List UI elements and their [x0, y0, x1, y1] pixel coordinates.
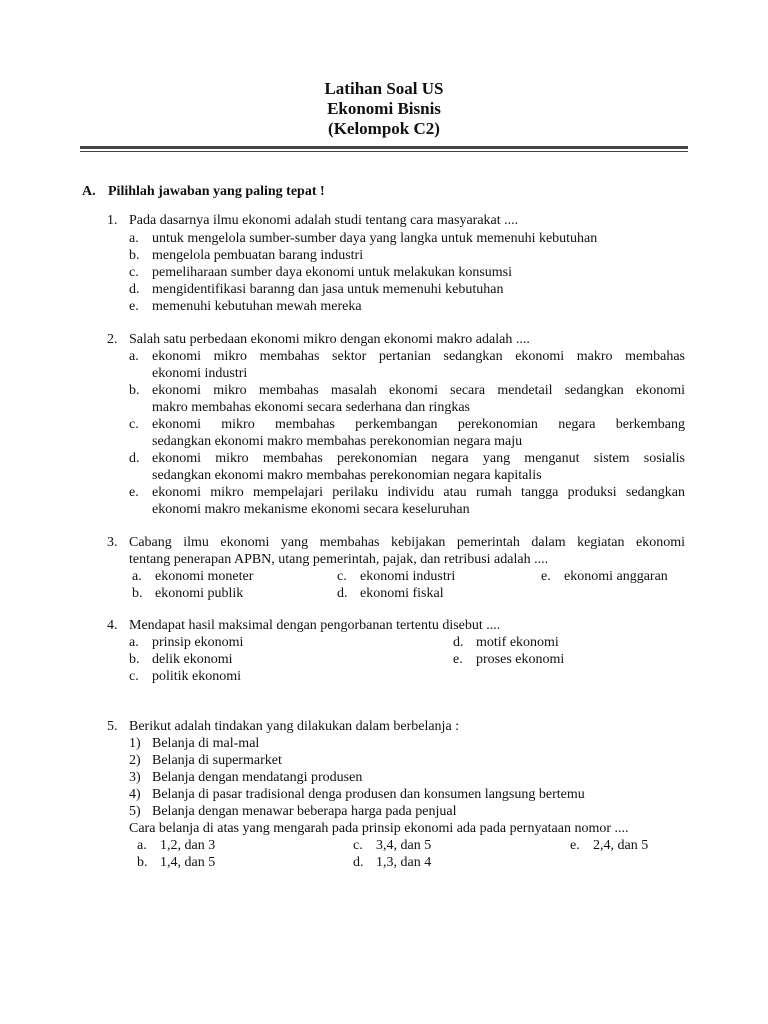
list-item-number: 5): [129, 804, 141, 819]
option-letter: a.: [132, 569, 142, 584]
question-number: 2.: [107, 332, 118, 347]
option-letter: c.: [353, 838, 363, 853]
option-text: ekonomi mikro mempelajari perilaku individu atau rumah tangga produksi sedangkan: [152, 485, 685, 500]
option-text-continued: sedangkan ekonomi makro membahas perekonomian negara kapitalis: [152, 468, 542, 483]
title-line-1: Latihan Soal US: [324, 79, 444, 98]
question-text: Pada dasarnya ilmu ekonomi adalah studi tentang cara masyarakat ....: [129, 213, 519, 228]
option-letter: d.: [129, 282, 140, 297]
option-text-continued: makro membahas ekonomi secara sederhana dan ringkas: [152, 400, 470, 415]
option-text-continued: ekonomi makro mekanisme ekonomi secara keseluruhan: [152, 502, 470, 517]
option-text: ekonomi anggaran: [564, 569, 668, 584]
option-letter: b.: [137, 855, 148, 870]
option-text: 3,4, dan 5: [376, 838, 432, 853]
option-letter: c.: [129, 417, 139, 432]
option-text: ekonomi mikro membahas perkembangan perekonomian negara berkembang: [152, 417, 685, 432]
list-item-number: 1): [129, 736, 141, 751]
option-text: ekonomi moneter: [155, 569, 254, 584]
list-item-text: Belanja di pasar tradisional denga produsen dan konsumen langsung bertemu: [152, 787, 585, 802]
option-text: prinsip ekonomi: [152, 635, 244, 650]
option-letter: e.: [453, 652, 463, 667]
question-prompt: Cara belanja di atas yang mengarah pada prinsip ekonomi ada pada pernyataan nomor ....: [129, 821, 629, 836]
option-text: 2,4, dan 5: [593, 838, 649, 853]
option-text: ekonomi mikro membahas masalah ekonomi secara mendetail sedangkan ekonomi: [152, 383, 685, 398]
option-letter: a.: [137, 838, 147, 853]
question-text: Berikut adalah tindakan yang dilakukan dalam berbelanja :: [129, 719, 460, 734]
question-text: Cabang ilmu ekonomi yang membahas kebijakan pemerintah dalam kegiatan ekonomi: [129, 535, 685, 550]
option-letter: e.: [129, 485, 139, 500]
list-item-text: Belanja dengan menawar beberapa harga pada penjual: [152, 804, 457, 819]
option-letter: c.: [129, 669, 139, 684]
option-letter: a.: [129, 349, 139, 364]
question-number: 5.: [107, 719, 118, 734]
list-item-number: 4): [129, 787, 141, 802]
option-text: 1,2, dan 3: [160, 838, 216, 853]
option-text: ekonomi mikro membahas perekonomian negara yang menganut sistem sosialis: [152, 451, 685, 466]
list-item-text: Belanja di supermarket: [152, 753, 282, 768]
option-text: 1,3, dan 4: [376, 855, 432, 870]
title-line-3: (Kelompok C2): [328, 119, 440, 138]
option-letter: a.: [129, 231, 139, 246]
option-text: ekonomi industri: [360, 569, 456, 584]
question-number: 4.: [107, 618, 118, 633]
question-number: 1.: [107, 213, 118, 228]
option-text: mengidentifikasi baranng dan jasa untuk memenuhi kebutuhan: [152, 282, 504, 297]
option-letter: b.: [129, 652, 140, 667]
list-item-number: 2): [129, 753, 141, 768]
option-text-continued: ekonomi industri: [152, 366, 248, 381]
option-text: motif ekonomi: [476, 635, 559, 650]
option-text: proses ekonomi: [476, 652, 565, 667]
option-letter: a.: [129, 635, 139, 650]
option-letter: e.: [570, 838, 580, 853]
option-text: ekonomi publik: [155, 586, 244, 601]
question-text: Salah satu perbedaan ekonomi mikro dengan ekonomi makro adalah ....: [129, 332, 530, 347]
option-letter: e.: [541, 569, 551, 584]
option-text: delik ekonomi: [152, 652, 233, 667]
option-text: ekonomi mikro membahas sektor pertanian sedangkan ekonomi makro membahas: [152, 349, 685, 364]
option-letter: b.: [129, 383, 140, 398]
option-text: politik ekonomi: [152, 669, 242, 684]
section-title: Pilihlah jawaban yang paling tepat !: [108, 184, 325, 199]
option-text: ekonomi fiskal: [360, 586, 444, 601]
option-text-continued: sedangkan ekonomi makro membahas perekonomian negara maju: [152, 434, 523, 449]
option-letter: b.: [132, 586, 143, 601]
section-label: A.: [82, 184, 96, 199]
list-item-text: Belanja dengan mendatangi produsen: [152, 770, 363, 785]
option-letter: d.: [453, 635, 464, 650]
option-text: 1,4, dan 5: [160, 855, 216, 870]
option-letter: b.: [129, 248, 140, 263]
option-letter: d.: [337, 586, 348, 601]
double-rule-top: [80, 146, 688, 149]
option-text: memenuhi kebutuhan mewah mereka: [152, 299, 362, 314]
option-letter: c.: [337, 569, 347, 584]
list-item-number: 3): [129, 770, 141, 785]
option-text: untuk mengelola sumber-sumber daya yang langka untuk memenuhi kebutuhan: [152, 231, 598, 246]
question-text: Mendapat hasil maksimal dengan pengorbanan tertentu disebut ....: [129, 618, 501, 633]
question-text-continued: tentang penerapan APBN, utang pemerintah, pajak, dan retribusi adalah ....: [129, 552, 549, 567]
option-letter: d.: [129, 451, 140, 466]
question-number: 3.: [107, 535, 118, 550]
option-text: pemeliharaan sumber daya ekonomi untuk melakukan konsumsi: [152, 265, 513, 280]
list-item-text: Belanja di mal-mal: [152, 736, 260, 751]
option-letter: c.: [129, 265, 139, 280]
double-rule-bottom: [80, 151, 688, 152]
option-letter: e.: [129, 299, 139, 314]
option-letter: d.: [353, 855, 364, 870]
option-text: mengelola pembuatan barang industri: [152, 248, 364, 263]
title-line-2: Ekonomi Bisnis: [327, 99, 441, 118]
